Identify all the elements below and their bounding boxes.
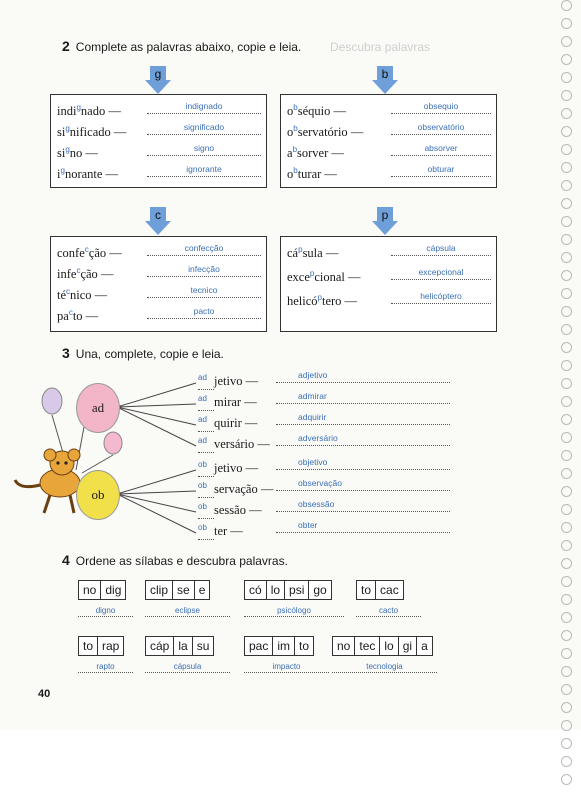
syllable-group[interactable]: [78, 636, 124, 656]
syllable-cell: pac: [245, 637, 273, 655]
syllable-cell: lo: [380, 637, 398, 655]
section-4-instruction: Ordene as sílabas e descubra palavras.: [75, 554, 288, 568]
word-suffix: nado —: [80, 104, 121, 118]
syllable-group[interactable]: [145, 636, 214, 656]
filled-prefix: ad: [198, 415, 207, 424]
answer-line[interactable]: [332, 661, 437, 673]
answer-text: observação: [298, 478, 342, 488]
answer-text: objetivo: [298, 457, 328, 467]
word-suffix: mirar —: [214, 395, 257, 409]
filled-letter[interactable]: b: [293, 124, 298, 133]
balloon-ob[interactable]: [76, 470, 120, 520]
answer-line[interactable]: [145, 661, 230, 673]
word-suffix: ção —: [80, 267, 114, 281]
filled-letter[interactable]: g: [76, 103, 81, 112]
answer-text: tecnologia: [366, 662, 403, 671]
answer-text: eclipse: [175, 606, 200, 615]
answer-text: admirar: [298, 391, 327, 401]
filled-letter[interactable]: g: [65, 145, 70, 154]
filled-letter[interactable]: b: [292, 145, 298, 154]
word-prefix: o: [287, 104, 294, 118]
answer-text: indignado: [185, 101, 223, 111]
syllable-group[interactable]: [145, 580, 210, 600]
answer-text: tecnico: [190, 285, 218, 295]
syllable-cell: im: [273, 637, 295, 655]
answer-text: infecção: [188, 264, 220, 274]
answer-text: cápsula: [173, 662, 202, 671]
word-suffix: jetivo —: [214, 374, 259, 388]
syllable-cell: gi: [399, 637, 417, 655]
filled-letter[interactable]: g: [60, 166, 65, 175]
arrow-letter: b: [381, 67, 389, 81]
filled-letter[interactable]: c: [84, 245, 89, 254]
answer-text: adquirir: [298, 412, 327, 422]
word-prefix: si: [57, 146, 66, 160]
filled-letter[interactable]: b: [293, 166, 298, 175]
answer-text: rapto: [96, 662, 115, 671]
syllable-cell: cac: [380, 583, 399, 597]
answer-text: obturar: [427, 164, 455, 174]
filled-letter[interactable]: c: [76, 266, 81, 275]
filled-prefix: ad: [198, 394, 207, 403]
balloon-label: ob: [91, 487, 105, 502]
filled-prefix: ad: [198, 373, 207, 382]
answer-line[interactable]: [244, 661, 329, 673]
answer-text: impacto: [272, 662, 301, 671]
section-2-instruction: Complete as palavras abaixo, copie e leia.: [75, 40, 302, 54]
filled-prefix: ob: [198, 523, 207, 532]
syllable-cell: a: [421, 639, 428, 653]
filled-letter[interactable]: p: [298, 245, 303, 254]
word-suffix: cional —: [314, 270, 361, 284]
syllable-cell: dig: [105, 583, 122, 597]
syllable-group[interactable]: [244, 580, 332, 600]
ghost-heading-text: Descubra palavras: [330, 40, 431, 54]
answer-text: significado: [183, 122, 225, 132]
syllable-cell: la: [174, 637, 192, 655]
filled-prefix: ob: [198, 460, 207, 469]
answer-text: cacto: [378, 606, 399, 615]
syllable-cell: psi: [285, 581, 309, 599]
syllable-group[interactable]: [332, 636, 433, 656]
prefix-blank[interactable]: [198, 502, 214, 519]
word-suffix: sessão —: [214, 503, 262, 517]
answer-text: psicólogo: [277, 606, 311, 615]
syllable-cell: go: [313, 583, 327, 597]
connector-line: [117, 494, 196, 512]
answer-line[interactable]: [244, 605, 344, 617]
word-row: [198, 460, 258, 477]
word-suffix: no —: [69, 146, 98, 160]
connector-line: [117, 494, 196, 533]
answer-line[interactable]: [276, 457, 450, 470]
connector-line: [117, 491, 196, 494]
word-suffix: séquio —: [297, 104, 346, 118]
word-row: [198, 481, 273, 498]
answer-text: adjetivo: [298, 370, 328, 380]
word-prefix: exce: [287, 270, 310, 284]
syllable-cell: tec: [355, 637, 380, 655]
prefix-blank[interactable]: [198, 481, 214, 498]
syllable-cell: cáp: [146, 637, 174, 655]
answer-text: observatório: [417, 122, 465, 132]
syllable-cell: có: [245, 581, 267, 599]
syllable-cell: su: [196, 639, 210, 653]
prefix-blank[interactable]: [198, 523, 214, 540]
syllable-cell: no: [333, 637, 355, 655]
answer-text: obsequio: [423, 101, 459, 111]
filled-letter[interactable]: g: [65, 124, 70, 133]
prefix-blank[interactable]: [198, 460, 214, 477]
arrow-letter: c: [155, 208, 161, 222]
word-prefix: si: [57, 125, 66, 139]
word-suffix: quirir —: [214, 416, 258, 430]
answer-line[interactable]: [78, 661, 133, 673]
section-3-instruction: Una, complete, copie e leia.: [75, 347, 224, 361]
balloon-label: ad: [91, 400, 105, 415]
filled-letter[interactable]: c: [68, 308, 73, 317]
answer-line[interactable]: [276, 499, 450, 512]
word-suffix: sorver —: [297, 146, 344, 160]
word-prefix: o: [287, 125, 294, 139]
arrow-letter: p: [381, 208, 389, 222]
answer-line[interactable]: [276, 478, 450, 491]
filled-letter[interactable]: b: [293, 103, 298, 112]
answer-text: confecção: [184, 243, 224, 253]
filled-prefix: ob: [198, 502, 207, 511]
word-suffix: tero —: [322, 294, 358, 308]
word-prefix: pa: [57, 309, 69, 323]
syllable-cell: rap: [102, 639, 120, 653]
word-suffix: to —: [72, 309, 99, 323]
filled-prefix: ad: [198, 436, 207, 445]
syllable-cell: to: [299, 639, 310, 653]
answer-text: helicóptero: [420, 291, 462, 301]
connector-line: [117, 470, 196, 494]
syllable-group[interactable]: [356, 580, 404, 600]
word-prefix: cá: [287, 246, 299, 260]
syllable-cell: se: [173, 581, 195, 599]
syllable-cell: to: [79, 637, 98, 655]
answer-text: absorver: [424, 143, 458, 153]
section-4-number: 4: [62, 552, 70, 568]
word-suffix: turar —: [297, 167, 337, 181]
answer-text: excepcional: [418, 267, 464, 277]
arrow-letter: g: [154, 67, 162, 81]
word-prefix: confe: [57, 246, 85, 260]
syllable-cell: lo: [267, 581, 285, 599]
section-3-number: 3: [62, 345, 70, 361]
answer-text: adversário: [298, 433, 338, 443]
word-row: [198, 502, 262, 519]
filled-letter[interactable]: p: [309, 269, 315, 278]
syllable-cell: to: [357, 581, 376, 599]
page-number: 40: [38, 688, 51, 700]
answer-line[interactable]: [356, 605, 421, 617]
answer-text: signo: [193, 143, 215, 153]
word-prefix: a: [287, 146, 293, 160]
word-suffix: nico —: [70, 288, 108, 302]
answer-line[interactable]: [78, 605, 133, 617]
word-prefix: té: [57, 288, 67, 302]
syllable-cell: no: [79, 581, 101, 599]
word-prefix: helicó: [287, 294, 318, 308]
word-suffix: sula —: [302, 246, 339, 260]
word-suffix: servatório —: [297, 125, 364, 139]
answer-line[interactable]: [276, 520, 450, 533]
word-suffix: jetivo —: [214, 461, 259, 475]
answer-text: ignorante: [186, 164, 222, 174]
syllable-group[interactable]: [244, 636, 314, 656]
word-suffix: nificado —: [69, 125, 127, 139]
word-suffix: ção —: [88, 246, 122, 260]
filled-prefix: ob: [198, 481, 207, 490]
syllable-group[interactable]: [78, 580, 126, 600]
answer-text: pacto: [193, 306, 215, 316]
word-suffix: versário —: [214, 437, 270, 451]
answer-text: cápsula: [426, 243, 456, 253]
filled-letter[interactable]: p: [317, 293, 322, 302]
filled-letter[interactable]: c: [66, 287, 71, 296]
syllable-cell: e: [198, 583, 206, 597]
word-suffix: servação —: [214, 482, 274, 496]
word-prefix: i: [57, 167, 61, 181]
section-2-number: 2: [62, 38, 70, 54]
answer-text: digno: [95, 606, 116, 615]
word-prefix: indi: [57, 104, 77, 118]
word-row: [198, 523, 243, 540]
answer-text: obter: [298, 520, 318, 530]
word-prefix: infe: [57, 267, 77, 281]
word-suffix: norante —: [64, 167, 119, 181]
answer-line[interactable]: [145, 605, 230, 617]
answer-text: obsessão: [298, 499, 335, 509]
syllable-cell: clip: [146, 581, 173, 599]
word-suffix: ter —: [214, 524, 243, 538]
section-4-heading: [62, 552, 288, 568]
word-prefix: o: [287, 167, 294, 181]
